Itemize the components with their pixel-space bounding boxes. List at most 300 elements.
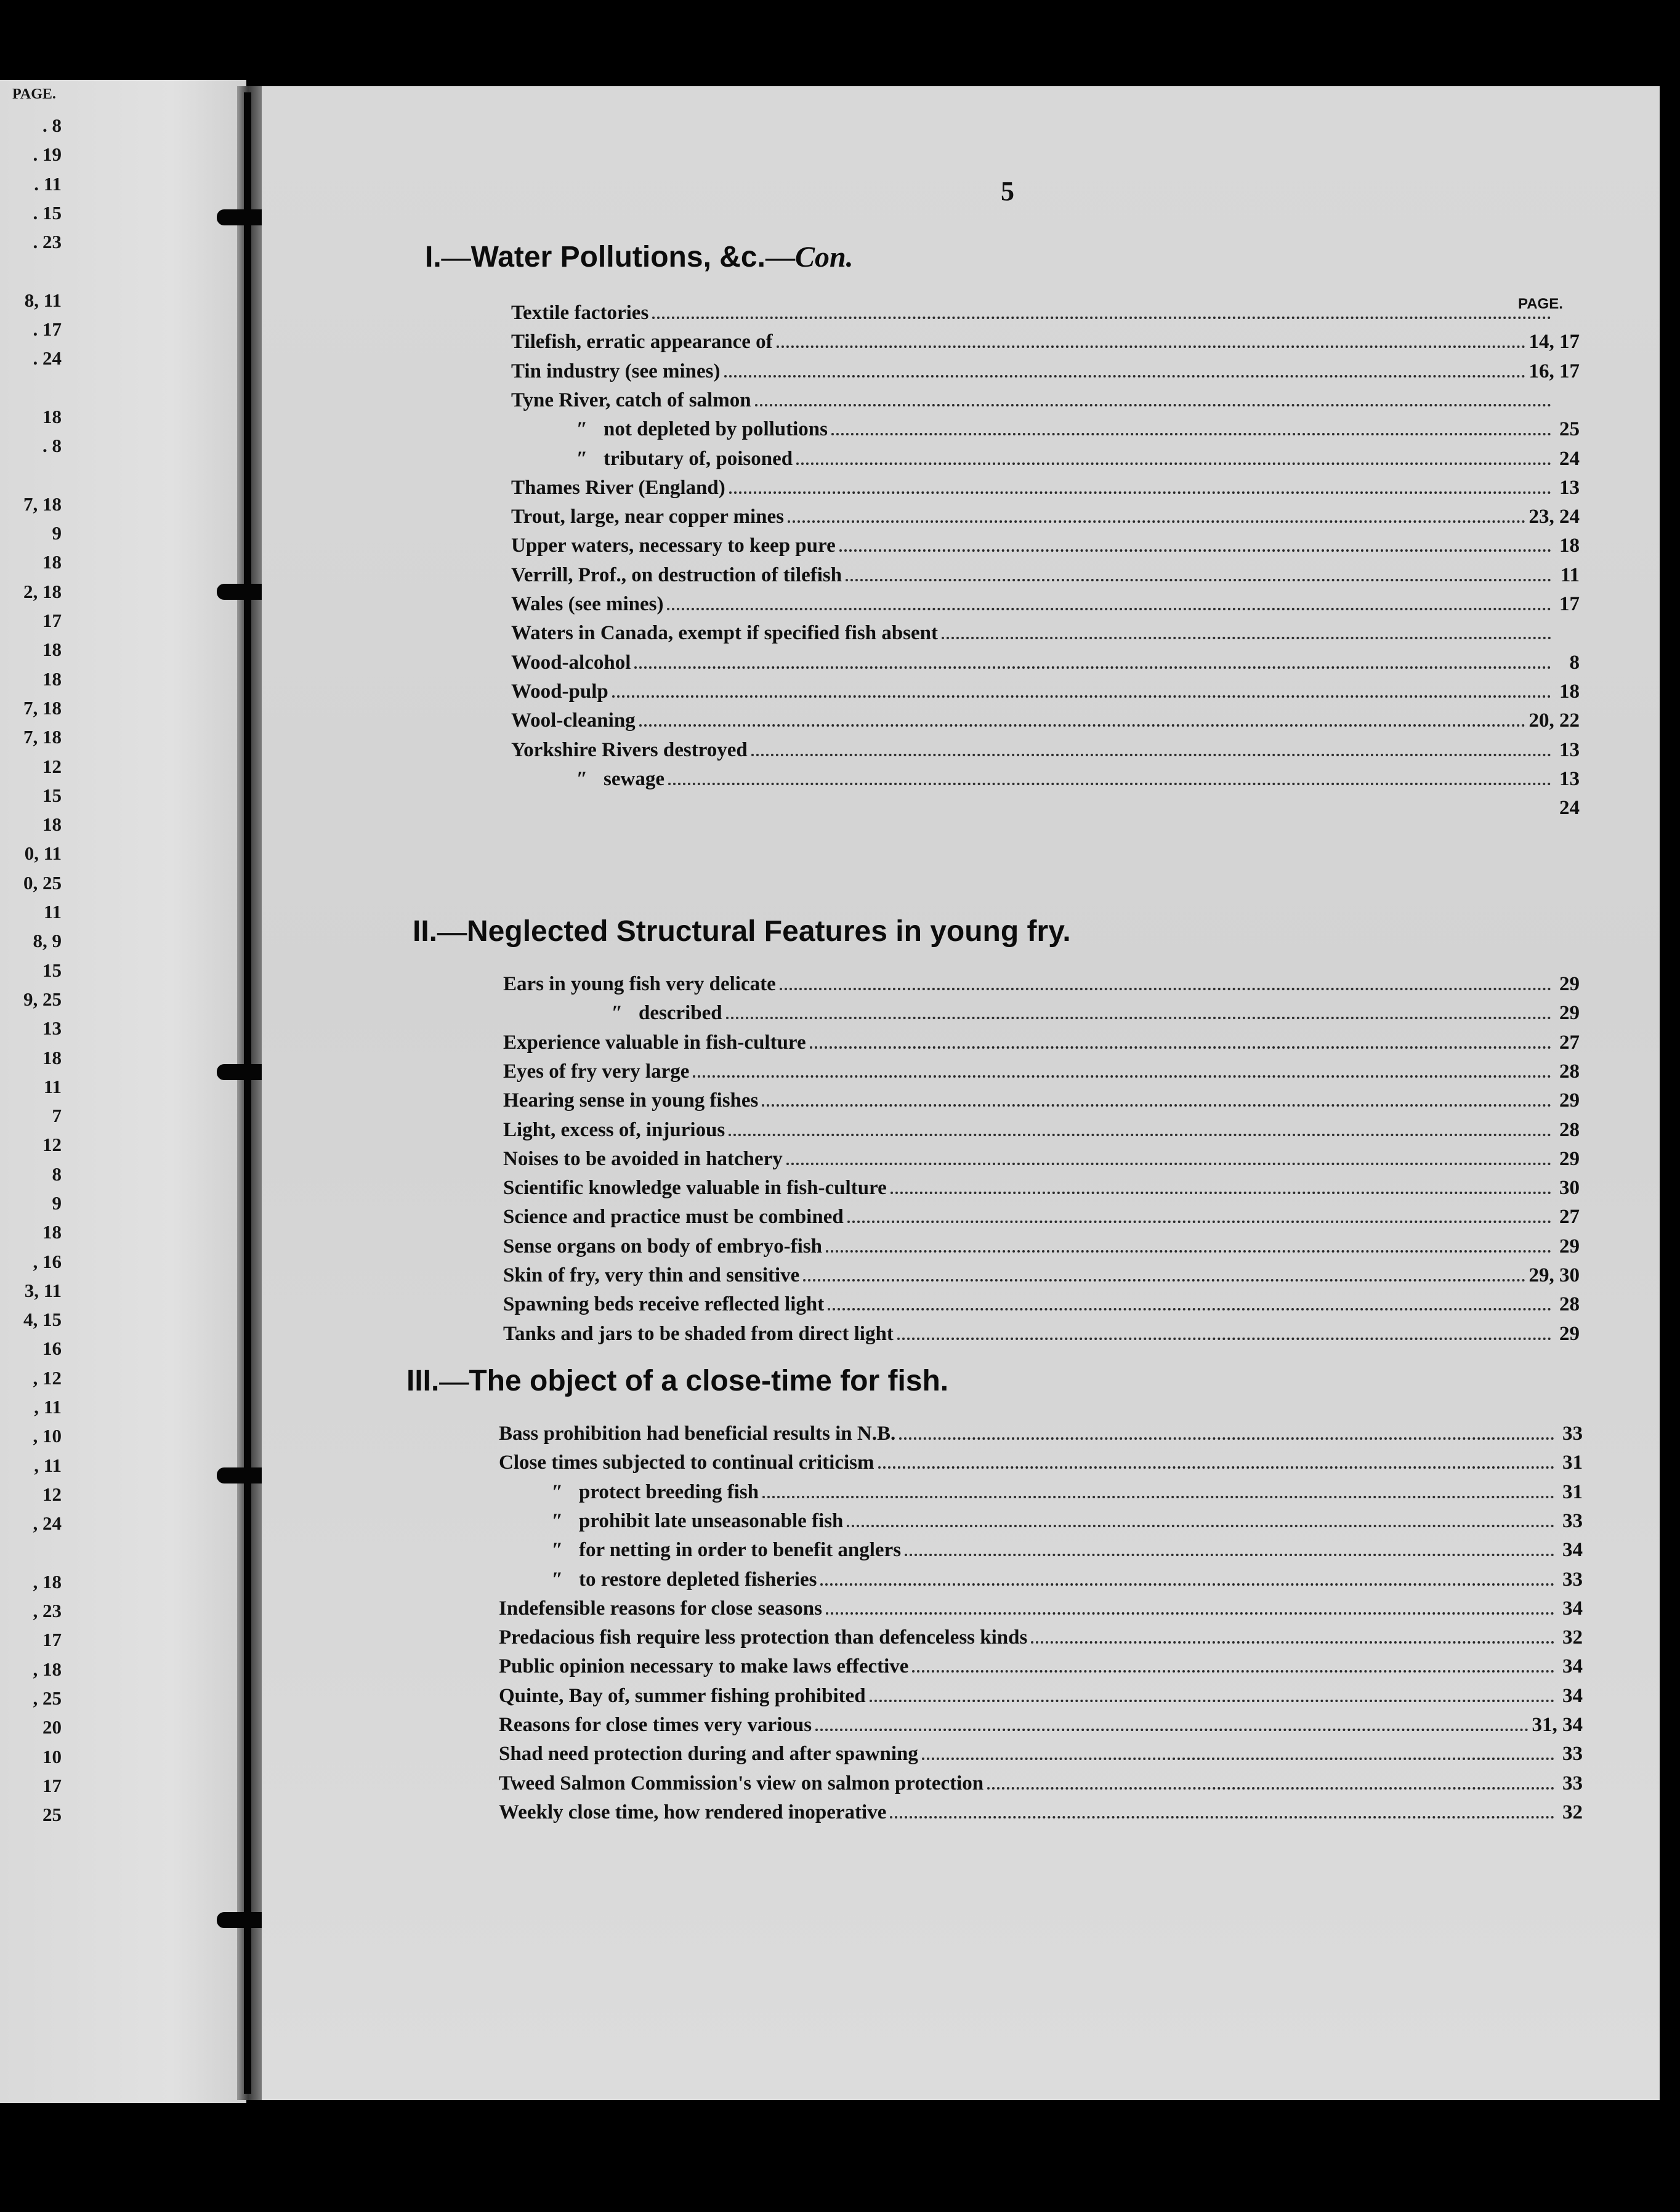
left-page-number: 12 (42, 1483, 62, 1505)
index-entry-text: Hearing sense in young fishes (503, 1089, 759, 1112)
left-page-number: 13 (42, 1017, 62, 1039)
index-entry-pages: 13 (1559, 738, 1580, 761)
index-entry-pages: 32 (1562, 1801, 1583, 1823)
dot-leader (1031, 1641, 1554, 1644)
index-entry-label (511, 418, 828, 441)
index-entry-text: Textile factories (511, 302, 649, 324)
index-entry-label (511, 739, 748, 762)
index-entry (511, 680, 1580, 709)
dot-leader (899, 1437, 1554, 1440)
ditto-mark: ″ (551, 1509, 563, 1532)
index-entry-pages: 29 (1559, 1322, 1580, 1345)
index-entry-label (499, 1539, 901, 1562)
index-entry-label (499, 1510, 843, 1533)
index-entry (499, 1626, 1583, 1655)
index-entry-pages: 8 (1569, 651, 1580, 674)
index-entry (511, 797, 1580, 826)
index-entry (499, 1714, 1583, 1743)
left-page-number: 11 (43, 901, 62, 923)
index-entry-label (499, 1451, 874, 1474)
section-roman-numeral: II. (413, 915, 438, 948)
index-entry-text: for netting in order to benefit anglers (579, 1539, 902, 1562)
left-page-number: 18 (42, 1221, 62, 1243)
index-entry-label (503, 973, 776, 996)
index-entry-label (499, 1626, 1027, 1649)
dot-leader (667, 608, 1551, 610)
index-entry-label (511, 535, 836, 557)
ditto-mark: ″ (551, 1539, 563, 1562)
dot-leader (847, 1221, 1551, 1223)
left-page-number: 15 (42, 959, 62, 981)
left-page-number (0, 256, 62, 285)
section-heading: I.—Water Pollutions, &c.—Con. (425, 241, 854, 273)
dot-leader (870, 1700, 1554, 1702)
left-page-number: . 11 (34, 172, 62, 195)
index-entry-pages: 28 (1559, 1118, 1580, 1141)
index-entry (511, 593, 1580, 622)
dot-leader (729, 491, 1551, 494)
left-page-number: 8, 11 (24, 289, 62, 311)
index-entry-pages: 33 (1562, 1423, 1583, 1445)
index-entry-text: Wool-cleaning (511, 709, 636, 732)
index-entry-label (499, 1568, 817, 1591)
index-entry (503, 1177, 1580, 1206)
left-page-number: 18 (42, 1046, 62, 1068)
index-entry (499, 1772, 1583, 1801)
index-entry (503, 1264, 1580, 1293)
index-entry-label (503, 1177, 887, 1200)
index-entry-label (511, 506, 784, 528)
index-entry-pages: 25 (1559, 418, 1580, 441)
left-page-number: 0, 25 (23, 871, 62, 894)
dot-leader (820, 1583, 1554, 1586)
ditto-mark: ″ (576, 447, 588, 470)
index-entry-label (503, 1031, 806, 1054)
index-entry (499, 1539, 1583, 1568)
left-page-number (0, 461, 62, 490)
index-entry-text: Noises to be avoided in hatchery (503, 1147, 783, 1170)
section-heading: III.—The object of a close-time for fish. (406, 1365, 949, 1397)
index-entry (503, 1235, 1580, 1264)
index-entry-text: Indefensible reasons for close seasons (499, 1597, 822, 1620)
index-entry-label (503, 1235, 822, 1258)
index-entry (511, 302, 1580, 331)
left-page-number: . 8 (42, 115, 62, 136)
dot-leader (762, 1104, 1551, 1107)
index-entry-pages: 18 (1559, 680, 1580, 703)
dot-leader (515, 812, 1551, 814)
dot-leader (668, 783, 1551, 785)
index-entry-label (511, 593, 663, 616)
left-page-number (0, 373, 62, 402)
dot-leader (905, 1554, 1554, 1556)
index-entry-label (511, 564, 842, 587)
index-entry-label (511, 680, 608, 703)
index-entry-label (503, 1148, 783, 1171)
ditto-mark: ″ (576, 418, 588, 441)
index-entry-label (503, 1089, 758, 1112)
dot-leader (639, 724, 1525, 727)
dot-leader (762, 1496, 1554, 1498)
ditto-mark: ″ (551, 1480, 563, 1503)
index-entry (511, 448, 1580, 477)
index-entry-pages: 33 (1562, 1509, 1583, 1532)
index-entry-text: Close times subjected to continual criticism (499, 1451, 874, 1474)
index-entry-pages: 30 (1559, 1177, 1580, 1200)
index-entry-text: Ears in young fish very delicate (503, 973, 776, 995)
left-page-number: 17 (42, 1774, 62, 1796)
section-title: Water Pollutions, &c. (470, 241, 765, 273)
index-entry (511, 331, 1580, 360)
index-entry (499, 1451, 1583, 1480)
dot-leader (693, 1075, 1551, 1078)
index-entry (511, 506, 1580, 535)
index-entry-pages: 34 (1562, 1684, 1583, 1707)
ditto-mark: ″ (551, 1568, 563, 1591)
dot-leader (826, 1250, 1551, 1253)
index-entry-pages: 31 (1562, 1451, 1583, 1474)
left-page-number: , 10 (33, 1425, 62, 1447)
left-page-number: , 18 (33, 1570, 62, 1592)
index-entry (511, 389, 1580, 418)
dot-leader (942, 637, 1551, 639)
index-entry-label (499, 1655, 908, 1678)
left-page-number: 2, 18 (23, 580, 62, 602)
left-page-number: . 8 (42, 435, 62, 457)
index-entry-pages: 33 (1562, 1568, 1583, 1591)
dot-leader (652, 317, 1551, 319)
index-entry-label (511, 448, 793, 470)
index-entry-text: Weekly close time, how rendered inoperative (499, 1801, 887, 1823)
left-page-number: 7, 18 (23, 726, 62, 748)
left-page-number: 18 (42, 668, 62, 690)
left-page (0, 80, 246, 2103)
left-page-number (0, 1538, 62, 1567)
index-entry-pages: 34 (1562, 1539, 1583, 1562)
index-entry-pages: 34 (1562, 1655, 1583, 1678)
left-page-number: 18 (42, 405, 62, 427)
index-entry-pages: 18 (1559, 535, 1580, 557)
dot-leader (755, 404, 1551, 406)
dot-leader (847, 1525, 1554, 1527)
left-page-number: , 25 (33, 1687, 62, 1709)
index-entry-text: Sense organs on body of embryo-fish (503, 1235, 822, 1257)
index-entry-text: to restore depleted fisheries (579, 1568, 817, 1591)
left-page-number: 25 (42, 1804, 62, 1826)
index-entry (511, 739, 1580, 768)
index-entry-label (499, 1772, 983, 1795)
index-entry-text: Wales (see mines) (511, 593, 664, 615)
left-page-number: 10 (42, 1745, 62, 1767)
index-entry (503, 1031, 1580, 1060)
dot-leader (729, 1134, 1551, 1136)
dot-leader (751, 754, 1551, 756)
index-entry-pages: 29 (1559, 1002, 1580, 1025)
left-page-number: , 11 (34, 1454, 62, 1476)
index-entry-label (503, 1206, 844, 1229)
left-page-number: 9 (52, 522, 62, 544)
index-entry-pages: 27 (1559, 1031, 1580, 1054)
index-entry-text: described (639, 1002, 722, 1025)
left-page-number: , 18 (33, 1658, 62, 1680)
index-entry (499, 1685, 1583, 1714)
index-entry (511, 360, 1580, 389)
index-entry (503, 1148, 1580, 1177)
left-page-number: 7, 18 (23, 696, 62, 719)
index-entry-text: sewage (604, 767, 664, 790)
index-entry-label (499, 1743, 918, 1766)
index-entry-label (503, 1323, 894, 1346)
left-page-number: . 19 (33, 143, 62, 166)
index-entry (511, 768, 1580, 797)
index-entry-text: Eyes of fry very large (503, 1060, 690, 1083)
dot-leader (780, 988, 1551, 990)
index-entry-text: not depleted by pollutions (604, 418, 828, 441)
index-entry-label (511, 389, 751, 412)
index-entry (499, 1481, 1583, 1510)
index-entry-label (511, 622, 938, 645)
index-entry-label (511, 302, 648, 325)
index-entry-pages: 31 (1562, 1480, 1583, 1503)
index-entry-pages: 13 (1559, 767, 1580, 790)
left-page-number: 3, 11 (24, 1279, 62, 1301)
left-page-number: 12 (42, 1134, 62, 1156)
index-entry (499, 1801, 1583, 1830)
index-entry-pages: 28 (1559, 1060, 1580, 1083)
index-entry (511, 564, 1580, 593)
index-entry (499, 1743, 1583, 1772)
index-entry-pages: 24 (1559, 447, 1580, 470)
left-page-number: . 23 (33, 231, 62, 253)
section-heading: II.—Neglected Structural Features in young fry. (413, 915, 1071, 948)
left-page-number: 18 (42, 551, 62, 573)
index-entry-label (511, 768, 664, 791)
index-entry-pages: 29, 30 (1529, 1264, 1580, 1286)
left-page-number: 17 (42, 610, 62, 632)
section-roman-numeral: III. (406, 1365, 440, 1397)
left-page-number: , 11 (34, 1396, 62, 1418)
index-entry-text: Skin of fry, very thin and sensitive (503, 1264, 800, 1286)
index-entry-pages: 13 (1559, 476, 1580, 499)
left-page-number: 9 (52, 1192, 62, 1214)
index-entry (503, 1060, 1580, 1089)
index-entry-label (511, 652, 631, 674)
dot-leader (878, 1466, 1555, 1469)
dot-leader (634, 666, 1551, 669)
dot-leader (803, 1279, 1525, 1282)
index-column (262, 240, 1660, 1841)
index-entry (499, 1568, 1583, 1597)
left-page-number: 7, 18 (23, 493, 62, 515)
left-page-number: 4, 15 (23, 1309, 62, 1331)
index-entry-label (511, 360, 721, 383)
left-page-number: , 16 (33, 1250, 62, 1272)
dot-leader (828, 1308, 1551, 1310)
index-entry-text: Tin industry (see mines) (511, 360, 721, 382)
index-entry-text: prohibit late unseasonable fish (579, 1509, 844, 1532)
dot-leader (987, 1787, 1554, 1790)
index-entry-text: Public opinion necessary to make laws effective (499, 1655, 909, 1678)
index-entry-pages: 27 (1559, 1206, 1580, 1229)
index-entry-label (499, 1685, 866, 1708)
index-entry-pages: 14, 17 (1529, 331, 1580, 353)
index-entry-text: Wood-alcohol (511, 651, 631, 674)
dot-leader (788, 520, 1525, 523)
index-entry (503, 1323, 1580, 1352)
left-page-number: 9, 25 (23, 988, 62, 1010)
dot-leader (890, 1192, 1551, 1194)
index-entry-text: Verrill, Prof., on destruction of tilefish (511, 563, 842, 586)
index-entry (511, 477, 1580, 506)
index-entry-text: Quinte, Bay of, summer fishing prohibited (499, 1684, 866, 1707)
index-entry-pages: 33 (1562, 1743, 1583, 1766)
index-entry-text: Shad need protection during and after spawning (499, 1743, 918, 1766)
index-entry-text: Science and practice must be combined (503, 1206, 844, 1229)
index-entry-text: Trout, large, near copper mines (511, 506, 785, 528)
index-entry-text: Spawning beds receive reflected light (503, 1293, 825, 1316)
index-entry (503, 1002, 1580, 1031)
index-entry-label (499, 1481, 759, 1504)
index-entry-text: Scientific knowledge valuable in fish-culture (503, 1177, 887, 1200)
index-entry-text: Bass prohibition had beneficial results in N.B. (499, 1423, 896, 1445)
dot-leader (839, 549, 1551, 552)
index-entry-label (503, 1002, 722, 1025)
index-entry-text: Upper waters, necessary to keep pure (511, 535, 836, 557)
index-entry (499, 1655, 1583, 1684)
left-page-number: 16 (42, 1338, 62, 1360)
ditto-mark: ″ (611, 1002, 623, 1025)
dot-leader (612, 695, 1551, 698)
dot-leader (890, 1816, 1554, 1818)
index-entry (499, 1597, 1583, 1626)
index-entry-text: Predacious fish require less protection than defenceless kinds (499, 1626, 1028, 1649)
index-entry-text: Tilefish, erratic appearance of (511, 331, 773, 353)
index-entry (503, 1089, 1580, 1118)
index-entry-text: Tyne River, catch of salmon (511, 389, 751, 411)
index-page (262, 86, 1660, 2100)
left-page-number: 8, 9 (33, 930, 62, 952)
dot-leader (922, 1758, 1554, 1760)
index-entry (503, 973, 1580, 1002)
index-entry-label (503, 1264, 799, 1287)
left-page-header: PAGE. (12, 86, 56, 102)
index-entry-pages: 31, 34 (1532, 1714, 1583, 1736)
index-entry-text: Waters in Canada, exempt if specified fish absent (511, 622, 938, 645)
index-entry-pages: 29 (1559, 1235, 1580, 1257)
dot-leader (826, 1612, 1554, 1615)
index-entry-pages: 11 (1560, 563, 1580, 586)
index-entry-pages: 23, 24 (1529, 506, 1580, 528)
left-page-number: 8 (52, 1163, 62, 1185)
index-entry (503, 1206, 1580, 1235)
left-page-number: 18 (42, 813, 62, 836)
index-entry-text: Tanks and jars to be shaded from direct light (503, 1322, 894, 1345)
dot-leader (912, 1670, 1554, 1673)
dot-leader (777, 345, 1525, 348)
left-page-number: , 12 (33, 1366, 62, 1389)
left-page-number: 12 (42, 755, 62, 777)
index-entry (499, 1423, 1583, 1451)
dot-leader (726, 1017, 1551, 1019)
left-page-number: , 24 (33, 1512, 62, 1535)
index-entry-text: Reasons for close times very various (499, 1714, 812, 1736)
left-page-number: . 15 (33, 201, 62, 224)
index-entry (503, 1119, 1580, 1148)
left-page-number: , 23 (33, 1600, 62, 1622)
left-page-number: 11 (43, 1075, 62, 1097)
index-entry-pages: 16, 17 (1529, 360, 1580, 382)
left-page-number-column (0, 111, 62, 1830)
index-entry (511, 418, 1580, 447)
index-entry (499, 1510, 1583, 1539)
left-page-number: 15 (42, 784, 62, 806)
index-entry-label (511, 709, 636, 732)
index-entry (511, 652, 1580, 680)
index-entry (511, 535, 1580, 563)
index-entry (511, 709, 1580, 738)
section-title: Neglected Structural Features in young fry. (467, 915, 1071, 948)
index-entry (511, 622, 1580, 651)
index-entry-pages: 34 (1562, 1597, 1583, 1620)
index-entry-text: Yorkshire Rivers destroyed (511, 738, 748, 761)
index-entry-pages: 20, 22 (1529, 709, 1580, 732)
index-entry-label (511, 477, 725, 499)
index-entry (503, 1293, 1580, 1322)
index-entry-text: Wood-pulp (511, 680, 608, 703)
left-page-number: . 24 (33, 347, 62, 369)
dot-leader (846, 579, 1551, 581)
index-entry-pages: 17 (1559, 593, 1580, 615)
index-entry-label (503, 1119, 725, 1142)
index-entry-text: Thames River (England) (511, 476, 725, 499)
index-entry-text: tributary of, poisoned (604, 447, 793, 470)
left-page-number: 20 (42, 1716, 62, 1738)
left-page-number: 7 (52, 1105, 62, 1127)
dot-leader (815, 1729, 1528, 1731)
dot-leader (786, 1163, 1551, 1165)
index-entry-text: Tweed Salmon Commission's view on salmon protection (499, 1772, 984, 1794)
index-entry-label (511, 331, 773, 353)
section-continued-label: Con. (794, 241, 854, 273)
index-entry-pages: 33 (1562, 1772, 1583, 1794)
page-number: 5 (1001, 176, 1014, 206)
left-page-number: . 17 (33, 318, 62, 341)
ditto-mark: ″ (576, 767, 588, 790)
index-entry-pages: 29 (1559, 1089, 1580, 1112)
index-entry-text: Experience valuable in fish-culture (503, 1031, 806, 1054)
index-entry-label (499, 1801, 886, 1824)
index-entry-pages: 28 (1559, 1293, 1580, 1316)
dot-leader (831, 433, 1551, 435)
dot-leader (796, 462, 1551, 465)
index-entry-text: protect breeding fish (579, 1480, 759, 1503)
binding-thread (244, 92, 251, 2094)
section-roman-numeral: I. (425, 241, 442, 273)
dot-leader (810, 1046, 1551, 1049)
index-entry-pages: 29 (1559, 973, 1580, 995)
index-entry-label (503, 1293, 824, 1316)
left-page-number: 0, 11 (24, 842, 62, 865)
index-entry-label (499, 1714, 812, 1737)
page-column-label: PAGE. (1518, 296, 1563, 312)
index-entry-pages: 29 (1559, 1147, 1580, 1170)
index-entry-pages: 24 (1559, 797, 1580, 820)
index-entry-label (499, 1597, 822, 1620)
section-title: The object of a close-time for fish. (469, 1365, 949, 1397)
index-entry-pages: 32 (1562, 1626, 1583, 1649)
index-entry-label (499, 1423, 895, 1445)
dot-leader (724, 375, 1525, 377)
